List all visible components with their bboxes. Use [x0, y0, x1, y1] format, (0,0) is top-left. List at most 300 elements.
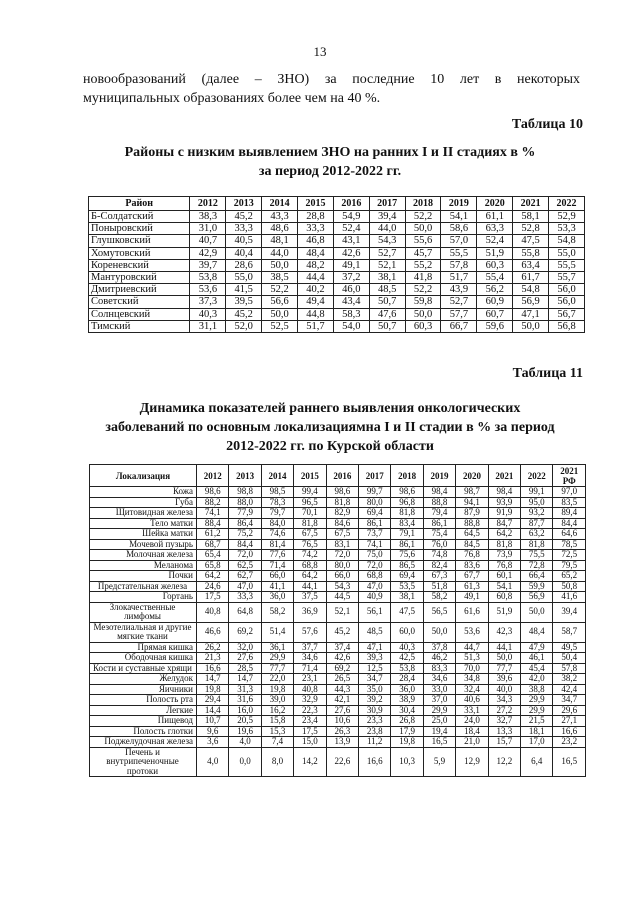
table-row: [90, 705, 586, 716]
table10-cell: 48,4: [298, 247, 334, 259]
table11-cell: 67,5: [294, 529, 326, 540]
table10-cell: 54,9: [333, 211, 369, 223]
table11-cell: 40,6: [456, 695, 488, 706]
table11-header-cell: Локализация: [90, 465, 197, 487]
table11-cell: 84,4: [553, 518, 586, 529]
table11-cell: 4,0: [229, 737, 261, 748]
table-11-header-row: [90, 465, 586, 487]
table11-cell: 69,4: [359, 508, 391, 519]
table10-cell: 43,9: [441, 284, 477, 296]
table11-row-label: Предстательная железа: [90, 581, 197, 592]
table10-cell: 39,5: [226, 296, 262, 308]
table11-cell: 29,9: [423, 705, 455, 716]
table11-cell: 93,2: [521, 508, 553, 519]
table-row: [90, 716, 586, 727]
table10-cell: 55,5: [441, 247, 477, 259]
table11-cell: 91,9: [488, 508, 520, 519]
table11-row-label: Мезотелиальная и другие мягкие ткани: [90, 622, 197, 642]
table11-cell: 22,0: [261, 674, 293, 685]
table-11: [89, 464, 586, 777]
table11-cell: 18,4: [456, 726, 488, 737]
table11-cell: 77,7: [488, 663, 520, 674]
table11-cell: 72,0: [229, 550, 261, 561]
table11-cell: 41,6: [553, 592, 586, 603]
table11-header-cell: 2015: [294, 465, 326, 487]
table10-row-label: Солнцевский: [89, 308, 190, 320]
table11-cell: 5,9: [423, 747, 455, 777]
table11-cell: 99,7: [359, 487, 391, 498]
table11-cell: 78,5: [553, 539, 586, 550]
table-11-label: Таблица 11: [512, 366, 583, 381]
table10-cell: 52,1: [369, 259, 405, 271]
table10-cell: 55,5: [549, 259, 585, 271]
table11-header-cell: 2021 РФ: [553, 465, 586, 487]
table10-cell: 33,3: [298, 223, 334, 235]
table11-cell: 84,4: [229, 539, 261, 550]
table11-cell: 24,6: [197, 581, 229, 592]
table11-row-label: Ободочная кишка: [90, 653, 197, 664]
table11-cell: 34,7: [553, 695, 586, 706]
table10-header-cell: 2014: [262, 197, 298, 211]
table11-header-cell: 2020: [456, 465, 488, 487]
table-11-title-line-2: заболеваний по основным локализациямна I и II стадии в % за период: [105, 420, 555, 435]
table11-header-cell: 2017: [359, 465, 391, 487]
table-row: [90, 487, 586, 498]
table11-row-label: Мочевой пузырь: [90, 539, 197, 550]
table11-cell: 49,5: [553, 642, 586, 653]
page-number: 13: [313, 44, 327, 59]
table11-cell: 14,4: [197, 705, 229, 716]
table10-cell: 61,1: [477, 211, 513, 223]
table11-cell: 42,5: [391, 653, 423, 664]
table11-cell: 29,9: [261, 653, 293, 664]
table11-cell: 39,2: [359, 695, 391, 706]
table10-cell: 28,6: [226, 259, 262, 271]
table-row: [90, 695, 586, 706]
table11-cell: 54,3: [326, 581, 358, 592]
table11-cell: 72,0: [359, 560, 391, 571]
table11-cell: 17,5: [294, 726, 326, 737]
table11-cell: 44,7: [456, 642, 488, 653]
table10-cell: 55,8: [513, 247, 549, 259]
table11-cell: 98,4: [488, 487, 520, 498]
table10-cell: 58,1: [513, 211, 549, 223]
table11-cell: 37,0: [423, 695, 455, 706]
table11-cell: 62,5: [229, 560, 261, 571]
table11-row-label: Кости и суставные хрящи: [90, 663, 197, 674]
table10-cell: 61,7: [513, 271, 549, 283]
table11-cell: 94,1: [456, 497, 488, 508]
table10-cell: 44,0: [369, 223, 405, 235]
table11-cell: 44,3: [326, 684, 358, 695]
table11-cell: 64,2: [294, 571, 326, 582]
table10-cell: 52,2: [405, 284, 441, 296]
table11-cell: 14,7: [229, 674, 261, 685]
table10-cell: 54,1: [441, 211, 477, 223]
table-row: [90, 539, 586, 550]
table11-cell: 44,5: [326, 592, 358, 603]
table11-header-cell: 2014: [261, 465, 293, 487]
table11-cell: 99,1: [521, 487, 553, 498]
table10-cell: 63,4: [513, 259, 549, 271]
table10-cell: 38,3: [190, 211, 226, 223]
table-row: [89, 284, 585, 296]
table11-cell: 84,0: [261, 518, 293, 529]
table11-cell: 52,1: [326, 602, 358, 622]
table10-cell: 50,7: [369, 296, 405, 308]
table-11-title-line-1: Динамика показателей раннего выявления онкологических: [139, 401, 521, 416]
table11-cell: 74,6: [261, 529, 293, 540]
table11-cell: 7,4: [261, 737, 293, 748]
table11-cell: 49,1: [456, 592, 488, 603]
table11-cell: 42,4: [553, 684, 586, 695]
table11-row-label: Печень и внутрипеченочные протоки: [90, 747, 197, 777]
table11-cell: 87,7: [521, 518, 553, 529]
table-row: [90, 508, 586, 519]
table-row: [90, 529, 586, 540]
table11-cell: 68,8: [359, 571, 391, 582]
table10-cell: 55,0: [549, 247, 585, 259]
table11-cell: 42,6: [326, 653, 358, 664]
table11-header-cell: 2016: [326, 465, 358, 487]
table10-row-label: Советский: [89, 296, 190, 308]
table10-cell: 53,3: [549, 223, 585, 235]
table10-cell: 40,4: [226, 247, 262, 259]
table10-cell: 42,6: [333, 247, 369, 259]
table11-cell: 16,5: [553, 747, 586, 777]
table11-cell: 15,0: [294, 737, 326, 748]
table11-cell: 64,2: [197, 571, 229, 582]
table11-cell: 37,7: [294, 642, 326, 653]
table11-cell: 75,2: [229, 529, 261, 540]
table11-cell: 59,9: [521, 581, 553, 592]
table11-cell: 84,6: [326, 518, 358, 529]
table11-cell: 66,0: [326, 571, 358, 582]
table11-cell: 79,7: [261, 508, 293, 519]
table11-cell: 21,3: [197, 653, 229, 664]
table11-cell: 54,1: [488, 581, 520, 592]
table11-cell: 26,8: [391, 716, 423, 727]
table11-cell: 98,6: [197, 487, 229, 498]
table11-cell: 75,0: [359, 550, 391, 561]
table10-row-label: Хомутовский: [89, 247, 190, 259]
table11-cell: 51,8: [423, 581, 455, 592]
table11-cell: 23,1: [294, 674, 326, 685]
table11-row-label: Тело матки: [90, 518, 197, 529]
table11-cell: 74,2: [294, 550, 326, 561]
table-row: [90, 737, 586, 748]
table10-cell: 50,0: [405, 223, 441, 235]
table11-cell: 50,0: [423, 622, 455, 642]
table11-cell: 77,9: [229, 508, 261, 519]
table11-row-label: Меланома: [90, 560, 197, 571]
table11-header-cell: 2021: [488, 465, 520, 487]
table11-cell: 48,5: [359, 622, 391, 642]
table11-cell: 69,2: [326, 663, 358, 674]
table10-cell: 55,0: [226, 271, 262, 283]
table11-cell: 42,3: [488, 622, 520, 642]
table11-cell: 45,4: [521, 663, 553, 674]
paragraph-line-2: муниципальных образованиях более чем на 40 %.: [83, 91, 381, 106]
table-row: [90, 642, 586, 653]
table11-cell: 69,2: [229, 622, 261, 642]
table11-cell: 53,5: [391, 581, 423, 592]
table10-cell: 52,4: [477, 235, 513, 247]
table11-cell: 95,0: [521, 497, 553, 508]
table11-cell: 44,1: [294, 581, 326, 592]
table10-cell: 53,6: [190, 284, 226, 296]
table10-cell: 52,9: [549, 211, 585, 223]
table11-cell: 40,8: [197, 602, 229, 622]
table11-cell: 29,6: [553, 705, 586, 716]
table10-cell: 60,3: [477, 259, 513, 271]
table11-cell: 16,5: [423, 737, 455, 748]
table11-cell: 36,1: [261, 642, 293, 653]
table11-row-label: Почки: [90, 571, 197, 582]
table10-cell: 50,0: [262, 259, 298, 271]
table11-cell: 73,9: [488, 550, 520, 561]
table-row: [90, 674, 586, 685]
table11-cell: 80,0: [359, 497, 391, 508]
table11-cell: 76,8: [456, 550, 488, 561]
table10-header-cell: 2016: [333, 197, 369, 211]
table11-cell: 17,9: [391, 726, 423, 737]
table11-cell: 67,3: [423, 571, 455, 582]
table-row: [90, 622, 586, 642]
table10-cell: 50,0: [262, 308, 298, 320]
table10-cell: 56,2: [477, 284, 513, 296]
table11-cell: 86,1: [391, 539, 423, 550]
table10-cell: 66,7: [441, 320, 477, 332]
table11-cell: 22,3: [294, 705, 326, 716]
table11-row-label: Желудок: [90, 674, 197, 685]
table-row: [90, 518, 586, 529]
table10-cell: 49,4: [298, 296, 334, 308]
table11-cell: 38,8: [521, 684, 553, 695]
table10-cell: 40,5: [226, 235, 262, 247]
table10-header-cell: 2013: [226, 197, 262, 211]
table11-cell: 61,3: [456, 581, 488, 592]
table11-cell: 98,6: [326, 487, 358, 498]
table11-cell: 58,7: [553, 622, 586, 642]
table10-cell: 58,3: [333, 308, 369, 320]
table11-cell: 10,6: [326, 716, 358, 727]
table10-cell: 40,3: [190, 308, 226, 320]
table11-cell: 69,4: [391, 571, 423, 582]
table-10-body: [89, 211, 585, 333]
table11-cell: 19,8: [197, 684, 229, 695]
table11-cell: 33,1: [456, 705, 488, 716]
table11-row-label: Пищевод: [90, 716, 197, 727]
table11-cell: 12,9: [456, 747, 488, 777]
table11-cell: 15,8: [261, 716, 293, 727]
table11-cell: 33,0: [423, 684, 455, 695]
table11-cell: 36,0: [391, 684, 423, 695]
table11-cell: 96,5: [294, 497, 326, 508]
table11-row-label: Злокачественные лимфомы: [90, 602, 197, 622]
paragraph-line-1: новообразований (далее – ЗНО) за последние 10 лет в некоторых: [83, 72, 580, 87]
table11-cell: 39,4: [553, 602, 586, 622]
table11-cell: 76,8: [488, 560, 520, 571]
table11-row-label: Прямая кишка: [90, 642, 197, 653]
table10-cell: 52,2: [262, 284, 298, 296]
table11-cell: 86,1: [423, 518, 455, 529]
table11-cell: 50,0: [488, 653, 520, 664]
table11-cell: 12,5: [359, 663, 391, 674]
table10-cell: 44,0: [262, 247, 298, 259]
table11-cell: 60,8: [488, 592, 520, 603]
table-row: [89, 296, 585, 308]
table11-cell: 88,8: [423, 497, 455, 508]
table10-cell: 51,9: [477, 247, 513, 259]
table11-cell: 86,4: [229, 518, 261, 529]
table10-cell: 28,8: [298, 211, 334, 223]
table11-cell: 8,0: [261, 747, 293, 777]
table10-cell: 55,7: [549, 271, 585, 283]
table11-cell: 27,2: [488, 705, 520, 716]
table11-cell: 83,5: [553, 497, 586, 508]
table11-row-label: Яичники: [90, 684, 197, 695]
table11-cell: 60,0: [391, 622, 423, 642]
table11-cell: 80,0: [326, 560, 358, 571]
table11-cell: 61,6: [456, 602, 488, 622]
table11-row-label: Легкие: [90, 705, 197, 716]
table11-cell: 32,7: [488, 716, 520, 727]
table11-header-cell: 2019: [423, 465, 455, 487]
table10-cell: 54,3: [369, 235, 405, 247]
table11-cell: 0,0: [229, 747, 261, 777]
table10-row-label: Поныровский: [89, 223, 190, 235]
table10-cell: 47,6: [369, 308, 405, 320]
table11-cell: 51,3: [456, 653, 488, 664]
table11-cell: 23,8: [359, 726, 391, 737]
table11-cell: 50,8: [553, 581, 586, 592]
table10-cell: 41,5: [226, 284, 262, 296]
table-11-title-line-3: 2012-2022 гг. по Курской области: [226, 439, 434, 454]
table11-cell: 39,3: [359, 653, 391, 664]
table-row: [89, 259, 585, 271]
table11-cell: 71,4: [294, 663, 326, 674]
table11-header-cell: 2013: [229, 465, 261, 487]
table11-cell: 40,9: [359, 592, 391, 603]
table10-cell: 45,2: [226, 211, 262, 223]
table11-cell: 84,5: [456, 539, 488, 550]
table11-cell: 58,2: [423, 592, 455, 603]
table10-header-cell: 2020: [477, 197, 513, 211]
table11-cell: 16,6: [553, 726, 586, 737]
table11-cell: 81,8: [391, 508, 423, 519]
table10-cell: 48,2: [298, 259, 334, 271]
table11-cell: 50,4: [553, 653, 586, 664]
table11-cell: 26,2: [197, 642, 229, 653]
table11-header-cell: 2012: [197, 465, 229, 487]
table11-cell: 56,1: [359, 602, 391, 622]
table11-cell: 33,3: [229, 592, 261, 603]
table10-row-label: Дмитриевский: [89, 284, 190, 296]
table10-cell: 56,8: [549, 320, 585, 332]
table10-cell: 56,6: [262, 296, 298, 308]
table-row: [89, 211, 585, 223]
table11-cell: 99,4: [294, 487, 326, 498]
table10-cell: 58,6: [441, 223, 477, 235]
table10-cell: 50,0: [513, 320, 549, 332]
table10-cell: 48,5: [369, 284, 405, 296]
table11-cell: 88,4: [197, 518, 229, 529]
table-row: [90, 726, 586, 737]
table11-cell: 72,5: [553, 550, 586, 561]
table10-header-cell: 2018: [405, 197, 441, 211]
table11-cell: 22,6: [326, 747, 358, 777]
table11-cell: 12,2: [488, 747, 520, 777]
table10-cell: 38,5: [262, 271, 298, 283]
table11-cell: 30,4: [391, 705, 423, 716]
table10-cell: 38,1: [369, 271, 405, 283]
table-row: [90, 497, 586, 508]
table10-cell: 39,4: [369, 211, 405, 223]
table11-cell: 88,8: [456, 518, 488, 529]
table10-cell: 54,8: [513, 284, 549, 296]
table11-cell: 38,9: [391, 695, 423, 706]
table11-cell: 38,1: [391, 592, 423, 603]
table11-cell: 40,8: [294, 684, 326, 695]
table11-cell: 86,1: [359, 518, 391, 529]
table10-cell: 50,7: [369, 320, 405, 332]
table-row: [89, 223, 585, 235]
table11-cell: 88,2: [197, 497, 229, 508]
table10-row-label: Б-Солдатский: [89, 211, 190, 223]
table11-cell: 47,5: [391, 602, 423, 622]
table11-cell: 23,3: [359, 716, 391, 727]
table10-cell: 52,2: [405, 211, 441, 223]
table11-cell: 16,6: [359, 747, 391, 777]
table11-cell: 19,8: [391, 737, 423, 748]
table11-cell: 23,2: [553, 737, 586, 748]
table11-cell: 29,9: [521, 705, 553, 716]
table11-cell: 24,0: [456, 716, 488, 727]
table-row: [90, 581, 586, 592]
table11-cell: 26,3: [326, 726, 358, 737]
table10-row-label: Глушковский: [89, 235, 190, 247]
table11-cell: 64,5: [456, 529, 488, 540]
table11-cell: 15,3: [261, 726, 293, 737]
table11-cell: 66,4: [521, 571, 553, 582]
table11-cell: 98,8: [229, 487, 261, 498]
table11-cell: 29,4: [197, 695, 229, 706]
table10-cell: 56,7: [549, 308, 585, 320]
table11-cell: 58,2: [261, 602, 293, 622]
table10-cell: 42,9: [190, 247, 226, 259]
table11-row-label: Губа: [90, 497, 197, 508]
table11-cell: 81,8: [294, 518, 326, 529]
table11-cell: 16,2: [261, 705, 293, 716]
table11-cell: 81,4: [261, 539, 293, 550]
table11-cell: 41,1: [261, 581, 293, 592]
table10-cell: 45,2: [226, 308, 262, 320]
table11-cell: 23,4: [294, 716, 326, 727]
table-row: [90, 747, 586, 777]
table11-cell: 6,4: [521, 747, 553, 777]
table10-cell: 63,3: [477, 223, 513, 235]
table10-cell: 48,6: [262, 223, 298, 235]
table11-cell: 51,4: [261, 622, 293, 642]
table10-cell: 60,3: [405, 320, 441, 332]
table-11-body: [90, 487, 586, 777]
table11-row-label: Молочная железа: [90, 550, 197, 561]
table11-cell: 37,5: [294, 592, 326, 603]
table11-cell: 79,5: [553, 560, 586, 571]
table11-cell: 64,8: [229, 602, 261, 622]
table11-cell: 70,1: [294, 508, 326, 519]
